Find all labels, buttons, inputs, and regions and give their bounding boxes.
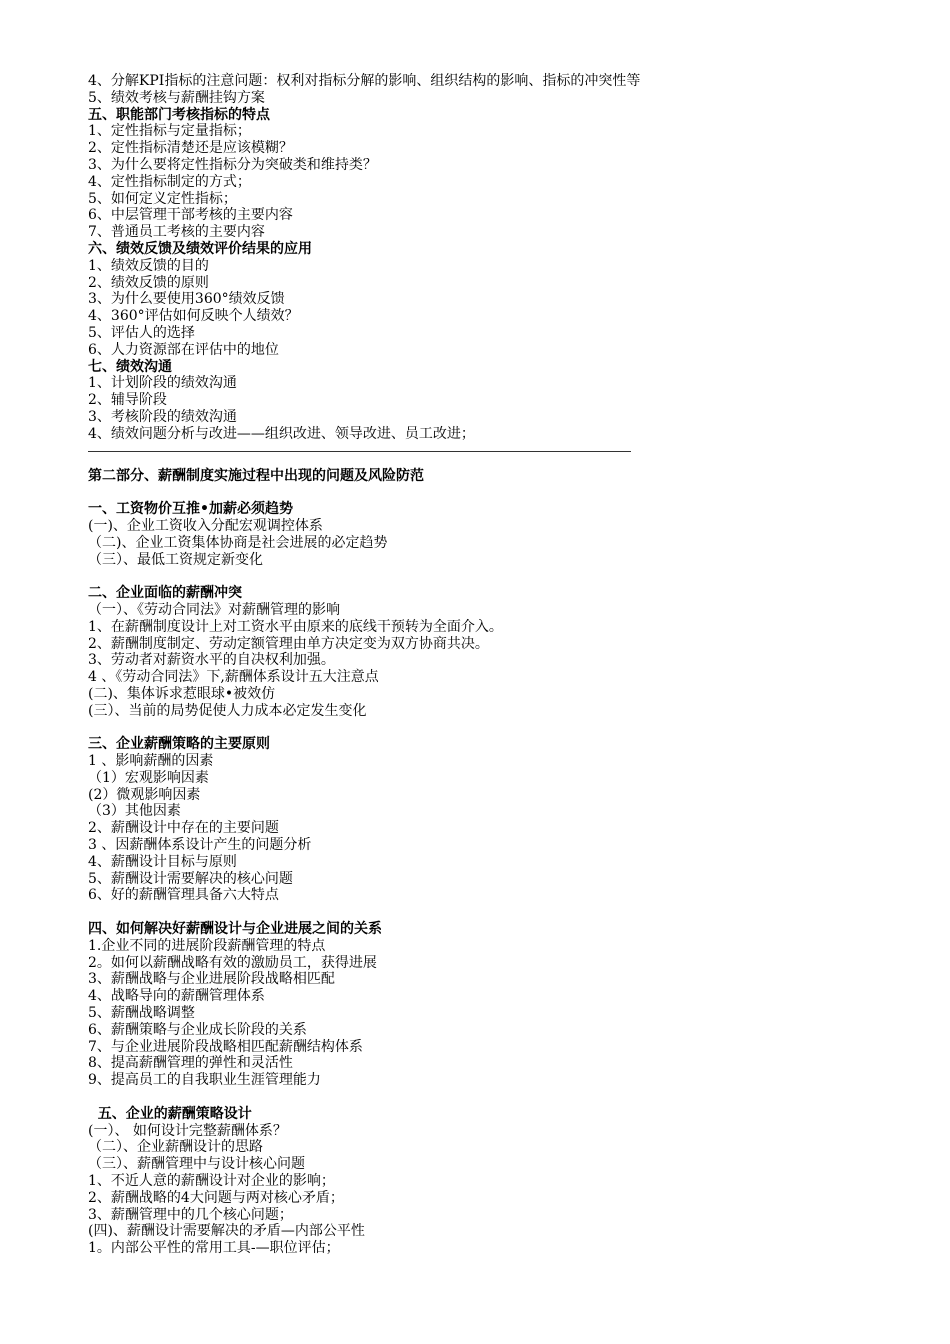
list-item: 1、绩效反馈的目的	[88, 257, 209, 274]
list-item: 5、评估人的选择	[88, 324, 195, 341]
list-item: 2、薪酬制度制定、劳动定额管理由单方决定变为双方协商共决。	[88, 635, 489, 652]
list-item: 7、普通员工考核的主要内容	[88, 224, 265, 241]
section-heading: 第二部分、薪酬制度实施过程中出现的问题及风险防范	[88, 467, 424, 484]
list-item: 5、薪酬设计需要解决的核心问题	[88, 870, 293, 887]
list-item: 2、薪酬设计中存在的主要问题	[88, 820, 279, 837]
list-item: 2、定性指标清楚还是应该模糊？	[88, 140, 293, 157]
list-item: 2、绩效反馈的原则	[88, 274, 209, 291]
list-item: （三）、薪酬管理中与设计核心问题	[88, 1156, 305, 1173]
list-item: (一）、 如何设计完整薪酬体系？	[88, 1122, 287, 1139]
section-heading: 五、企业的薪酬策略设计	[88, 1105, 252, 1122]
list-item: 1.企业不同的进展阶段薪酬管理的特点	[88, 937, 326, 954]
document-page	[88, 73, 908, 1257]
list-item: 1、在薪酬制度设计上对工资水平由原来的底线干预转为全面介入。	[88, 618, 503, 635]
list-item: 2、辅导阶段	[88, 392, 167, 409]
list-item: 1、不近人意的薪酬设计对企业的影响；	[88, 1173, 335, 1189]
list-item: 1 、影响薪酬的因素	[88, 753, 214, 770]
section-heading: 四、如何解决好薪酬设计与企业进展之间的关系	[88, 921, 382, 938]
list-item: （一）、《劳动合同法》对薪酬管理的影响	[88, 601, 340, 618]
section-heading: 七、绩效沟通	[88, 358, 172, 375]
list-item: 1、定性指标与定量指标；	[88, 123, 251, 140]
section-heading: 一、工资物价互推•加薪必须趋势	[88, 501, 293, 518]
list-item: 6、人力资源部在评估中的地位	[88, 341, 279, 358]
document-section-part2	[88, 468, 908, 1257]
list-item: 3、薪酬战略与企业进展阶段战略相匹配	[88, 971, 335, 988]
list-item: 8、提高薪酬管理的弹性和灵活性	[88, 1055, 293, 1072]
list-item: (一)、企业工资收入分配宏观调控体系	[88, 517, 323, 534]
list-item: 4、360°评估如何反映个人绩效？	[88, 308, 299, 325]
list-item: (四)、薪酬设计需要解决的矛盾—内部公平性	[88, 1223, 365, 1240]
section-heading: 六、绩效反馈及绩效评价结果的应用	[88, 240, 312, 257]
list-item: 5、薪酬战略调整	[88, 1005, 195, 1022]
list-item: （3）其他因素	[88, 803, 181, 820]
list-item: 1、计划阶段的绩效沟通	[88, 375, 237, 392]
blank-line	[88, 1089, 908, 1106]
list-item: (二)、集体诉求惹眼球•被效仿	[88, 685, 276, 702]
list-item: 4、战略导向的薪酬管理体系	[88, 988, 265, 1005]
blank-line	[88, 484, 908, 501]
list-item: 2、薪酬战略的4大问题与两对核心矛盾；	[88, 1189, 344, 1206]
list-item: 4、分解KPI指标的注意问题：权利对指标分解的影响、组织结构的影响、指标的冲突性等	[88, 73, 641, 89]
list-item: 3、为什么要将定性指标分为突破类和维持类？	[88, 156, 377, 173]
list-item: 6、中层管理干部考核的主要内容	[88, 207, 293, 224]
blank-line	[88, 719, 908, 736]
list-item: 4、绩效问题分析与改进——组织改进、领导改进、员工改进；	[88, 425, 475, 442]
list-item: 3、薪酬管理中的几个核心问题；	[88, 1206, 293, 1223]
list-item: 4 、《劳动合同法》下,薪酬体系设计五大注意点	[88, 669, 379, 686]
horizontal-divider	[88, 451, 631, 452]
section-heading: 三、企业薪酬策略的主要原则	[88, 736, 270, 753]
list-item: 3、考核阶段的绩效沟通	[88, 408, 237, 425]
list-item: 2。如何以薪酬战略有效的激励员工，获得进展	[88, 954, 377, 971]
list-item: 3、为什么要使用360°绩效反馈	[88, 291, 285, 308]
list-item: 3、劳动者对薪资水平的自决权利加强。	[88, 652, 335, 669]
section-heading: 二、企业面临的薪酬冲突	[88, 585, 242, 602]
list-item: 5、绩效考核与薪酬挂钩方案	[88, 89, 265, 106]
list-item: 7、与企业进展阶段战略相匹配薪酬结构体系	[88, 1038, 363, 1055]
list-item: 6、好的薪酬管理具备六大特点	[88, 887, 279, 904]
blank-line	[88, 568, 908, 585]
list-item: (2）微观影响因素	[88, 786, 201, 803]
list-item: （二)、企业工资集体协商是社会进展的必定趋势	[88, 534, 388, 551]
blank-line	[88, 904, 908, 921]
list-item: (三）、当前的局势促使人力成本必定发生变化	[88, 702, 367, 719]
list-item: （二）、企业薪酬设计的思路	[88, 1139, 263, 1156]
list-item: 1。内部公平性的常用工具-—职位评估；	[88, 1240, 340, 1257]
list-item: （三）、最低工资规定新变化	[88, 551, 263, 568]
document-section-part1	[88, 73, 908, 443]
section-heading: 五、职能部门考核指标的特点	[88, 106, 270, 123]
list-item: 4、定性指标制定的方式；	[88, 173, 251, 190]
list-item: （1）宏观影响因素	[88, 769, 209, 786]
list-item: 9、提高员工的自我职业生涯管理能力	[88, 1072, 321, 1089]
list-item: 4、薪酬设计目标与原则	[88, 853, 237, 870]
list-item: 3 、因薪酬体系设计产生的问题分析	[88, 837, 312, 854]
list-item: 6、薪酬策略与企业成长阶段的关系	[88, 1021, 307, 1038]
list-item: 5、如何定义定性指标；	[88, 190, 237, 207]
